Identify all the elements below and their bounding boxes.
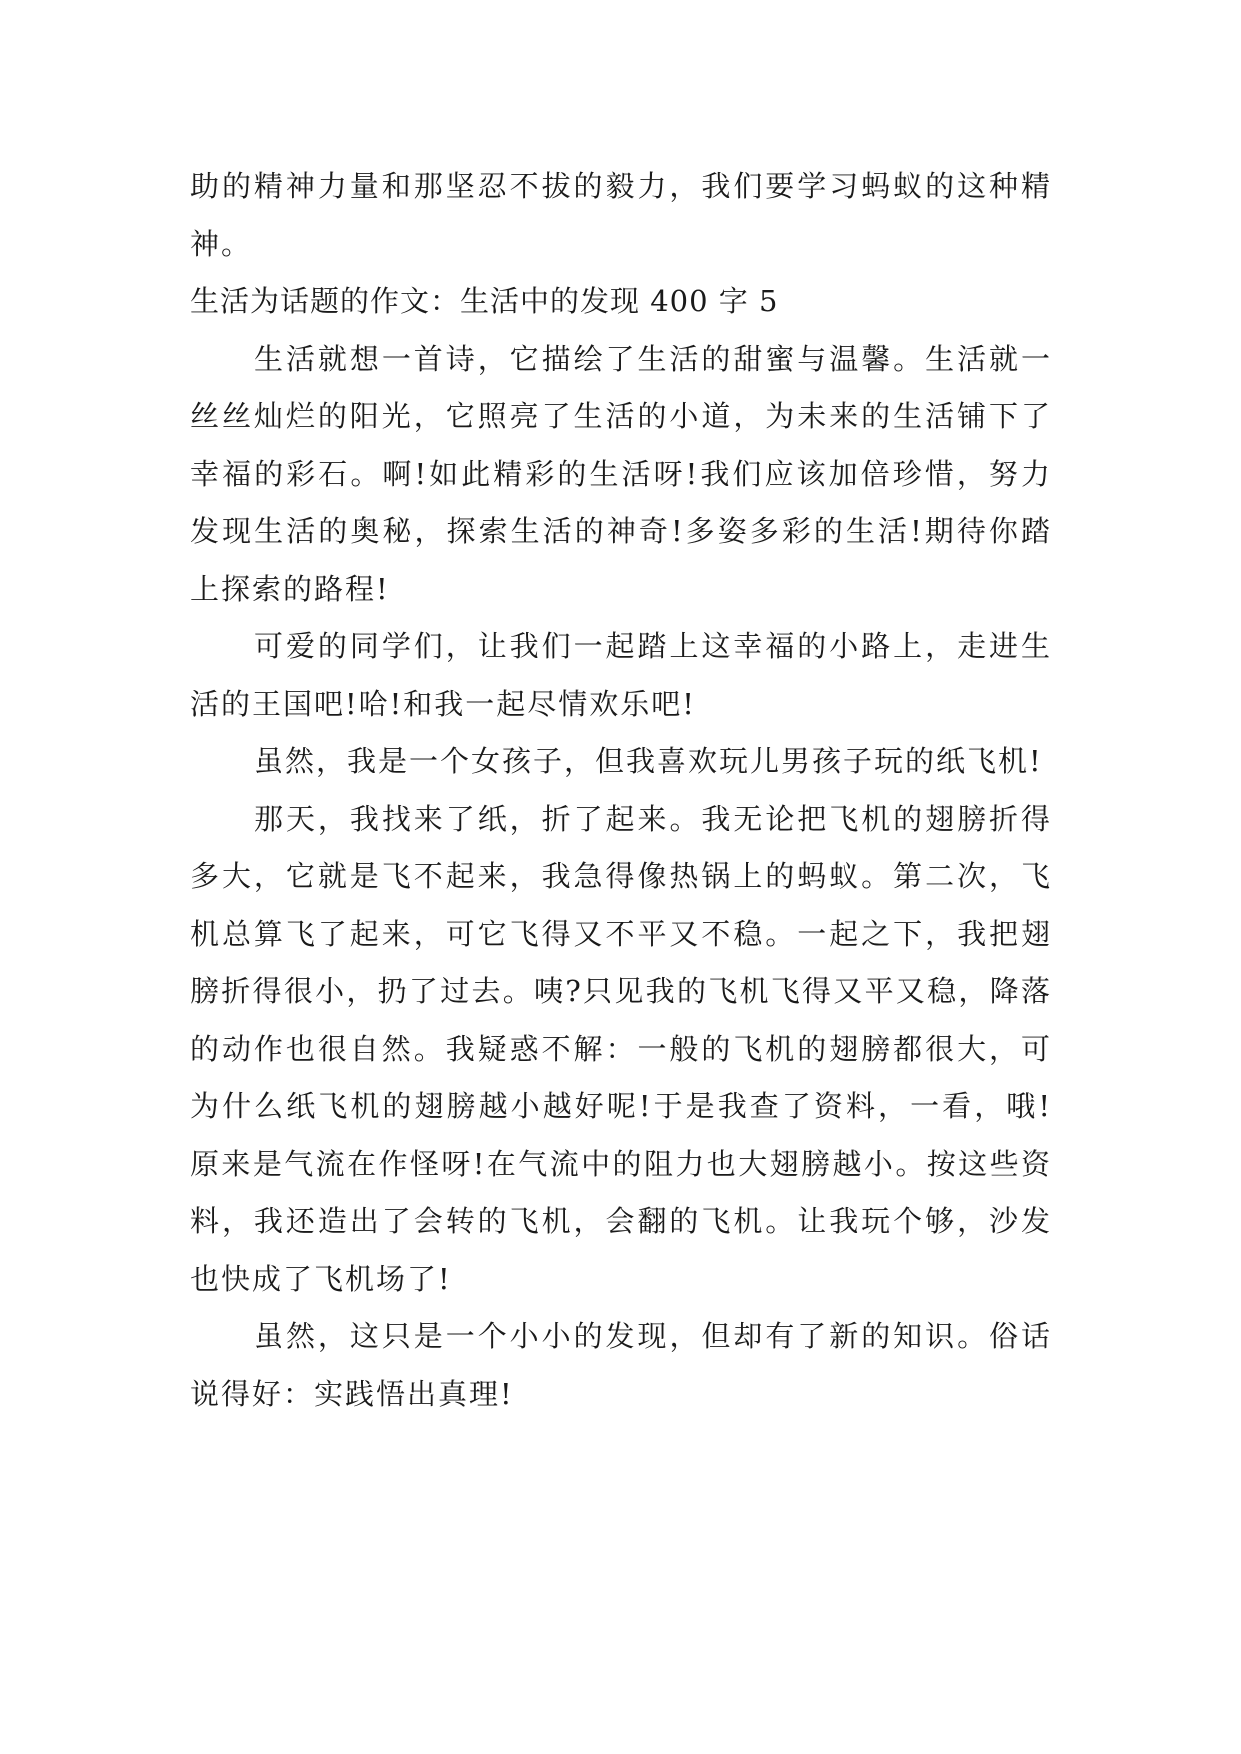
document-body (190, 158, 1052, 1423)
continuation-paragraph: 助的精神力量和那坚忍不拔的毅力，我们要学习蚂蚁的这种精神。 (190, 169, 1052, 261)
body-paragraph-5: 虽然，这只是一个小小的发现，但却有了新的知识。俗话说得好：实践悟出真理! (190, 1319, 1052, 1411)
body-paragraph-2: 可爱的同学们，让我们一起踏上这幸福的小路上，走进生活的王国吧!哈!和我一起尽情欢乐吧! (190, 629, 1052, 721)
body-paragraph-3: 虽然，我是一个女孩子，但我喜欢玩儿男孩子玩的纸飞机! (254, 744, 1043, 778)
body-paragraph-1: 生活就想一首诗，它描绘了生活的甜蜜与温馨。生活就一丝丝灿烂的阳光，它照亮了生活的小道，为未来的生活铺下了幸福的彩石。啊!如此精彩的生活呀!我们应该加倍珍惜，努力发现生活的奥秘，探索生活的神奇!多姿多彩的生活!期待你踏上探索的路程! (190, 341, 1052, 606)
essay-heading: 生活为话题的作文：生活中的发现 400 字 5 (190, 284, 779, 318)
body-paragraph-4: 那天，我找来了纸，折了起来。我无论把飞机的翅膀折得多大，它就是飞不起来，我急得像热锅上的蚂蚁。第二次，飞机总算飞了起来，可它飞得又不平又不稳。一起之下，我把翅膀折得很小，扔了过去。咦?只见我的飞机飞得又平又稳，降落的动作也很自然。我疑惑不解：一般的飞机的翅膀都很大，可为什么纸飞机的翅膀越小越好呢!于是我查了资料，一看，哦!原来是气流在作怪呀!在气流中的阻力也大翅膀越小。按这些资料，我还造出了会转的飞机，会翻的飞机。让我玩个够，沙发也快成了飞机场了! (190, 801, 1052, 1296)
